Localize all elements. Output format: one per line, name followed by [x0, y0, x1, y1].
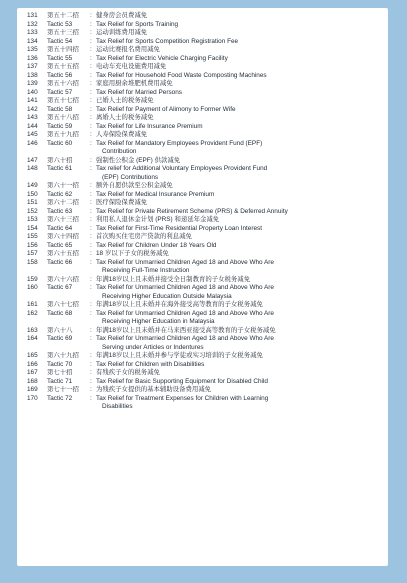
entry-tactic-label: 第六十六招	[47, 275, 79, 283]
entry-tactic-label: Tactic 69	[47, 335, 73, 342]
entry-title	[96, 182, 379, 191]
entry-title	[96, 208, 379, 217]
entry-tactic-label: Tactic 54	[47, 37, 73, 45]
entry-title	[96, 97, 379, 106]
entry-tactic-label: 第五十三招	[47, 29, 79, 36]
entry-tactic-label: 第五十四招	[47, 46, 79, 53]
toc-entry	[27, 352, 379, 361]
entry-title	[96, 369, 379, 378]
entry-title-line: Tax Relief for Married Persons	[96, 88, 182, 96]
entry-number: 161	[27, 301, 38, 308]
entry-tactic-label: Tactic 65	[47, 241, 73, 249]
entry-number: 151	[27, 199, 38, 206]
entry-title-line: 人寿保险保费减免	[96, 131, 148, 138]
entry-tactic-label: 第六十七招	[47, 301, 79, 308]
entry-separator: :	[90, 241, 92, 249]
entry-separator: :	[90, 139, 92, 147]
entry-title-line: 18 岁以下子女的税务减免	[96, 250, 169, 257]
entry-tactic-label: 第五十七招	[47, 97, 79, 104]
toc-entry	[27, 46, 379, 55]
entry-title	[96, 12, 379, 21]
toc-entry	[27, 165, 379, 182]
entry-title	[96, 352, 379, 361]
entry-number: 153	[27, 216, 38, 223]
entry-title	[96, 242, 379, 251]
entry-separator: :	[90, 71, 92, 79]
entry-number: 139	[27, 80, 38, 87]
entry-separator: :	[90, 335, 92, 342]
entry-tactic-label: Tactic 58	[47, 105, 73, 113]
entry-separator: :	[90, 199, 92, 206]
entry-number: 138	[27, 71, 38, 79]
toc-entry	[27, 38, 379, 47]
toc-entry	[27, 233, 379, 242]
entry-title	[96, 114, 379, 123]
entry-title	[96, 80, 379, 89]
entry-title-line: Tax Relief for Life Insurance Premium	[96, 122, 203, 130]
toc-entry	[27, 140, 379, 157]
entry-title-line: Contribution	[102, 148, 137, 155]
entry-separator: :	[90, 105, 92, 113]
entry-number: 133	[27, 29, 38, 36]
entry-number: 149	[27, 182, 38, 189]
entry-title	[96, 225, 379, 234]
entry-tactic-label: 第六十招	[47, 156, 73, 164]
toc-entry	[27, 284, 379, 301]
entry-title	[96, 191, 379, 200]
toc-entry	[27, 89, 379, 98]
entry-title	[96, 131, 379, 140]
entry-separator: :	[90, 394, 92, 402]
entry-separator: :	[90, 88, 92, 96]
toc-entry	[27, 157, 379, 166]
entry-separator: :	[90, 54, 92, 62]
entry-title	[96, 199, 379, 208]
entry-title	[96, 140, 379, 157]
entry-tactic-label: Tactic 70	[47, 360, 73, 368]
entry-number: 137	[27, 63, 38, 70]
entry-title	[96, 395, 379, 412]
entry-number: 168	[27, 377, 38, 385]
toc-entry	[27, 361, 379, 370]
entry-title-line: 家庭用厨余堆肥机费用减免	[96, 80, 173, 87]
entry-tactic-label: 第六十八	[47, 326, 73, 334]
entry-title-line: 年满18岁以上且未婚并参与学徒或实习培训的子女税务减免	[96, 352, 263, 359]
entry-title-line: 医疗保险保费减免	[96, 199, 148, 206]
entry-tactic-label: Tactic 71	[47, 377, 73, 385]
entry-title	[96, 55, 379, 64]
entry-number: 146	[27, 139, 38, 147]
entry-separator: :	[90, 190, 92, 198]
entry-separator: :	[90, 386, 92, 393]
entry-separator: :	[90, 29, 92, 36]
entry-separator: :	[90, 114, 92, 121]
toc-entry	[27, 301, 379, 310]
entry-separator: :	[90, 37, 92, 45]
entry-separator: :	[90, 131, 92, 138]
entry-title	[96, 123, 379, 132]
entry-number: 134	[27, 37, 38, 45]
entry-title-line: Tax Relief for Basic Supporting Equipment for Disabled Child	[96, 377, 268, 385]
toc-entry	[27, 225, 379, 234]
entry-separator: :	[90, 377, 92, 385]
entry-number: 141	[27, 97, 38, 104]
entry-title-line: 健身房会员费减免	[96, 12, 148, 19]
entry-tactic-label: Tactic 62	[47, 190, 73, 198]
entry-tactic-label: Tactic 68	[47, 309, 73, 317]
entry-tactic-label: 第五十六招	[47, 80, 79, 87]
toc-entry	[27, 250, 379, 259]
toc-entry	[27, 369, 379, 378]
toc-entry	[27, 55, 379, 64]
entry-title-line: Tax Relief for Sports Training	[96, 20, 179, 28]
entry-tactic-label: 第六十五招	[47, 250, 79, 257]
entry-tactic-label: Tactic 61	[47, 165, 73, 172]
entry-title	[96, 284, 379, 301]
entry-tactic-label: 第七十一招	[47, 386, 79, 393]
entry-tactic-label: Tactic 59	[47, 122, 73, 130]
entry-tactic-label: 第五十五招	[47, 63, 79, 70]
toc-entry	[27, 216, 379, 225]
toc-entry	[27, 123, 379, 132]
entry-separator: :	[90, 182, 92, 189]
entry-title-line: Tax Relief for Payment of Alimony to Former Wife	[96, 105, 236, 113]
entry-tactic-label: Tactic 72	[47, 394, 73, 402]
entry-number: 142	[27, 105, 38, 113]
entry-separator: :	[90, 233, 92, 240]
toc-entry	[27, 191, 379, 200]
entry-number: 164	[27, 335, 38, 342]
entry-title-line: Tax Relief for Medical Insurance Premium	[96, 190, 215, 198]
entry-title-line: Tax relief for Additional Voluntary Employees Provident Fund	[96, 165, 268, 172]
entry-title	[96, 38, 379, 47]
entry-title-line: 年满18岁以上且未婚并接受全日制教育的子女税务减免	[96, 275, 251, 283]
entry-title	[96, 335, 379, 352]
toc-entry	[27, 131, 379, 140]
entry-separator: :	[90, 326, 92, 334]
entry-title-line: 已婚人士的税务减免	[96, 97, 154, 104]
entry-title-line: Tax Relief for Unmarried Children Aged 18 and Above Who Are	[96, 284, 274, 291]
entry-separator: :	[90, 360, 92, 368]
toc-entry	[27, 259, 379, 276]
entry-separator: :	[90, 12, 92, 19]
entry-title-line: Serving under Articles or Indentures	[102, 343, 204, 351]
toc-entry	[27, 12, 379, 21]
entry-number: 131	[27, 12, 38, 19]
entry-number: 147	[27, 156, 38, 164]
entry-title	[96, 276, 379, 285]
entry-tactic-label: Tactic 56	[47, 71, 73, 79]
entry-number: 156	[27, 241, 38, 249]
entry-title-line: Receiving Higher Education Outside Malaysia	[102, 292, 232, 300]
entry-title-line: Disabilities	[102, 403, 133, 410]
entry-title-line: Tax Relief for Mandatory Employees Provident Fund (EPF)	[96, 139, 263, 147]
entry-tactic-label: Tactic 63	[47, 207, 73, 215]
entry-separator: :	[90, 156, 92, 164]
entry-number: 160	[27, 284, 38, 291]
entry-separator: :	[90, 284, 92, 291]
entry-number: 148	[27, 165, 38, 172]
entry-separator: :	[90, 20, 92, 28]
entry-separator: :	[90, 301, 92, 308]
entry-tactic-label: 第五十八招	[47, 114, 79, 121]
toc-entry	[27, 29, 379, 38]
entry-number: 155	[27, 233, 38, 240]
entry-title-line: 离婚人士的税务减免	[96, 114, 154, 121]
entry-tactic-label: 第六十九招	[47, 352, 79, 359]
entry-separator: :	[90, 250, 92, 257]
entry-title	[96, 310, 379, 327]
entry-title-line: Tax Relief for First-Time Residential Property Loan Interest	[96, 224, 262, 232]
entry-title	[96, 250, 379, 259]
toc-entry	[27, 106, 379, 115]
entry-title-line: Receiving Full-Time Instruction	[102, 267, 190, 274]
entry-title-line: 年满18岁以上且未婚并在马来西亚接受高等教育的子女税务减免	[96, 326, 276, 334]
entry-tactic-label: 第五十二招	[47, 12, 79, 19]
entry-title-line: Tax Relief for Electric Vehicle Charging Facility	[96, 54, 228, 62]
entry-title	[96, 21, 379, 30]
entry-title	[96, 72, 379, 81]
entry-tactic-label: 第六十二招	[47, 199, 79, 206]
entry-title-line: 为残疾子女提供的基本辅助设备费用减免	[96, 386, 212, 393]
entry-title-line: Tax Relief for Unmarried Children Aged 18 and Above Who Are	[96, 258, 274, 266]
entry-separator: :	[90, 275, 92, 283]
entry-separator: :	[90, 216, 92, 223]
toc-entry	[27, 63, 379, 72]
entry-title	[96, 29, 379, 38]
entry-title	[96, 63, 379, 72]
entry-title-line: Tax Relief for Children with Disabilities	[96, 360, 205, 368]
entry-title-line: 首次购买住宅房产贷款的利息减免	[96, 233, 192, 240]
entry-separator: :	[90, 80, 92, 87]
entry-separator: :	[90, 352, 92, 359]
entry-number: 144	[27, 122, 38, 130]
toc-entry	[27, 21, 379, 30]
entry-number: 169	[27, 386, 38, 393]
toc-entry	[27, 199, 379, 208]
toc-entry	[27, 80, 379, 89]
entry-number: 162	[27, 309, 38, 317]
toc-entry	[27, 327, 379, 336]
entry-number: 152	[27, 207, 38, 215]
entry-separator: :	[90, 258, 92, 266]
entry-title	[96, 46, 379, 55]
entry-title	[96, 165, 379, 182]
entry-tactic-label: Tactic 53	[47, 20, 73, 28]
entry-number: 167	[27, 369, 38, 376]
entry-tactic-label: Tactic 55	[47, 54, 73, 62]
entry-title	[96, 327, 379, 336]
contents-list	[27, 12, 379, 412]
entry-number: 157	[27, 250, 38, 257]
entry-title-line: 强制性公积金 (EPF) 供款减免	[96, 156, 181, 164]
entry-title-line: 电动车充电设施费用减免	[96, 63, 167, 70]
toc-entry	[27, 208, 379, 217]
toc-entry	[27, 335, 379, 352]
entry-title-line: 年满18岁以上且未婚并在海外接受高等教育的子女税务减免	[96, 301, 263, 308]
entry-tactic-label: 第七十招	[47, 369, 73, 376]
entry-tactic-label: 第六十四招	[47, 233, 79, 240]
entry-tactic-label: Tactic 64	[47, 224, 73, 232]
entry-title-line: (EPF) Contributions	[102, 173, 159, 181]
entry-title-line: Tax Relief for Household Food Waste Composting Machines	[96, 71, 267, 79]
entry-title-line: Tax Relief for Unmarried Children Aged 18 and Above Who Are	[96, 335, 274, 342]
entry-separator: :	[90, 369, 92, 376]
entry-title-line: Tax Relief for Sports Competition Registration Fee	[96, 37, 239, 45]
toc-entry	[27, 310, 379, 327]
entry-number: 154	[27, 224, 38, 232]
entry-tactic-label: Tactic 60	[47, 139, 73, 147]
document-page	[17, 8, 388, 566]
entry-title	[96, 89, 379, 98]
entry-number: 140	[27, 88, 38, 96]
entry-title	[96, 361, 379, 370]
toc-entry	[27, 378, 379, 387]
entry-title	[96, 386, 379, 395]
entry-title	[96, 259, 379, 276]
entry-separator: :	[90, 207, 92, 215]
entry-number: 170	[27, 394, 38, 402]
entry-separator: :	[90, 63, 92, 70]
entry-title	[96, 157, 379, 166]
entry-tactic-label: Tactic 57	[47, 88, 73, 96]
toc-entry	[27, 72, 379, 81]
entry-number: 135	[27, 46, 38, 53]
entry-title-line: 运动比赛报名费用减免	[96, 46, 160, 53]
entry-separator: :	[90, 309, 92, 317]
entry-separator: :	[90, 122, 92, 130]
entry-title-line: Tax Relief for Treatment Expenses for Children with Learning	[96, 394, 269, 402]
entry-title-line: 额外自愿供款至公积金减免	[96, 182, 173, 189]
entry-number: 150	[27, 190, 38, 198]
entry-separator: :	[90, 165, 92, 172]
entry-title-line: Tax Relief for Private Retirement Scheme (PRS) & Deferred Annuity	[96, 207, 288, 215]
toc-entry	[27, 386, 379, 395]
toc-entry	[27, 182, 379, 191]
entry-title-line: 利用私人退休金计划 (PRS) 和递延年金减免	[96, 216, 220, 223]
entry-number: 143	[27, 114, 38, 121]
entry-number: 145	[27, 131, 38, 138]
entry-title	[96, 106, 379, 115]
entry-title-line: Receiving Higher Education in Malaysia	[102, 318, 215, 325]
entry-title-line: 有残疾子女的税务减免	[96, 369, 160, 376]
toc-entry	[27, 276, 379, 285]
entry-title-line: 运动训练费用减免	[96, 29, 148, 36]
entry-number: 136	[27, 54, 38, 62]
toc-entry	[27, 114, 379, 123]
entry-number: 165	[27, 352, 38, 359]
entry-tactic-label: Tactic 67	[47, 284, 73, 291]
entry-number: 166	[27, 360, 38, 368]
entry-title	[96, 378, 379, 387]
entry-number: 163	[27, 326, 38, 334]
entry-tactic-label: 第六十三招	[47, 216, 79, 223]
toc-entry	[27, 97, 379, 106]
entry-separator: :	[90, 46, 92, 53]
entry-number: 132	[27, 20, 38, 28]
entry-number: 159	[27, 275, 38, 283]
entry-separator: :	[90, 224, 92, 232]
entry-title	[96, 301, 379, 310]
entry-title	[96, 233, 379, 242]
entry-title	[96, 216, 379, 225]
toc-entry	[27, 242, 379, 251]
entry-title-line: Tax Relief for Children Under 18 Years Old	[96, 241, 217, 249]
entry-title-line: Tax Relief for Unmarried Children Aged 18 and Above Who Are	[96, 309, 274, 317]
toc-entry	[27, 395, 379, 412]
entry-number: 158	[27, 258, 38, 266]
entry-tactic-label: Tactic 66	[47, 258, 73, 266]
entry-separator: :	[90, 97, 92, 104]
entry-tactic-label: 第六十一招	[47, 182, 79, 189]
entry-tactic-label: 第五十九招	[47, 131, 79, 138]
